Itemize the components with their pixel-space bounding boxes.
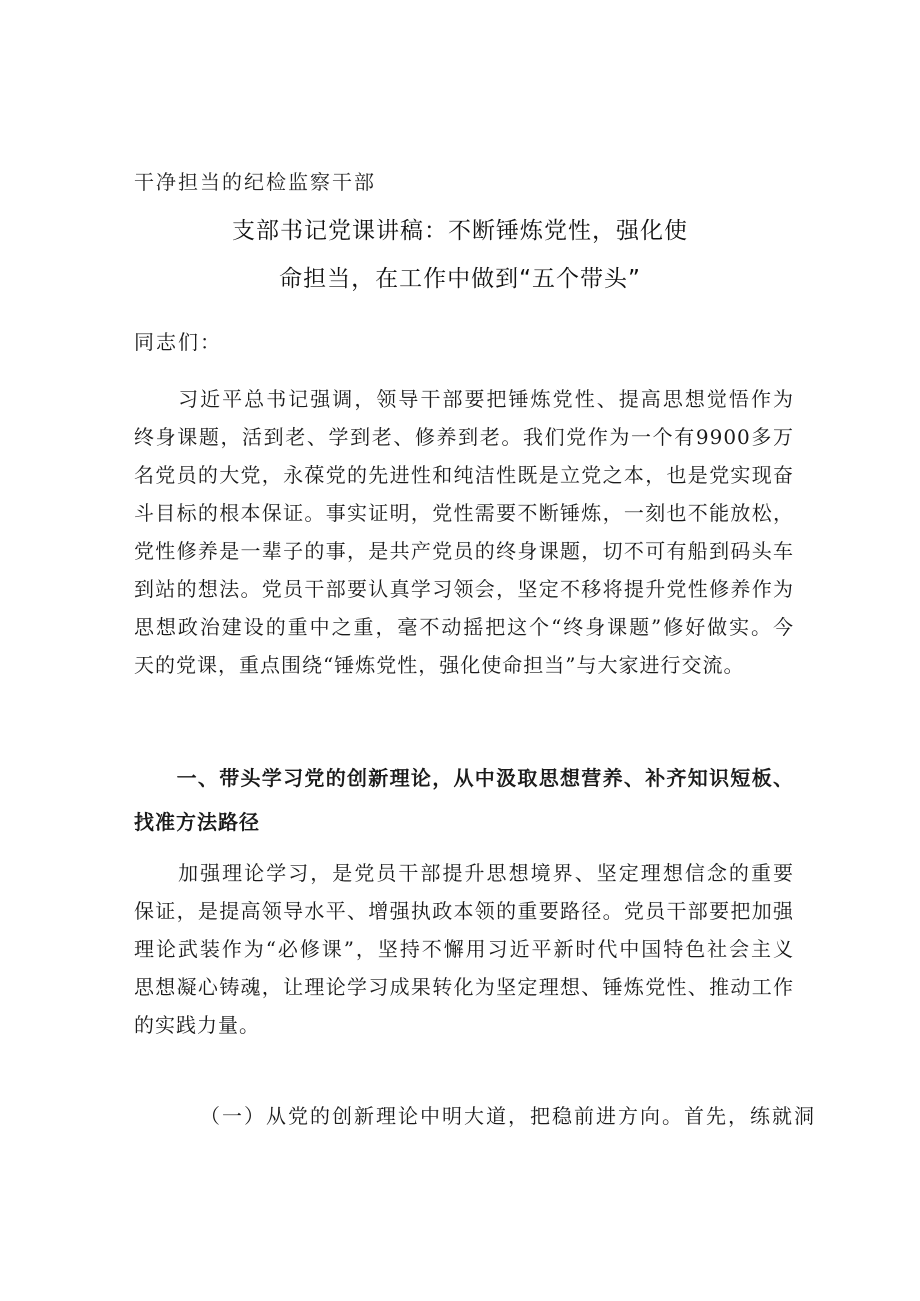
paragraph-1 xyxy=(134,380,794,684)
paragraph-line: 终身课题，活到老、学到老、修养到老。我们党作为一个有9900多万 xyxy=(134,425,794,449)
greeting: 同志们： xyxy=(134,330,222,354)
paragraph-line: 加强理论学习，是党员干部提升思想境界、坚定理想信念的重要 xyxy=(134,861,794,885)
paragraph-line: 名党员的大党，永葆党的先进性和纯洁性既是立党之本，也是党实现奋 xyxy=(134,463,794,487)
paragraph-line: 天的党课，重点围绕“锤炼党性，强化使命担当”与大家进行交流。 xyxy=(134,653,745,677)
paragraph-line: 党性修养是一辈子的事，是共产党员的终身课题，切不可有船到码头车 xyxy=(134,539,794,563)
paragraph-line: 思想政治建设的重中之重，毫不动摇把这个“终身课题”修好做实。今 xyxy=(134,615,794,639)
section-heading-1 xyxy=(134,756,794,844)
paragraph-3: （一）从党的创新理论中明大道，把稳前进方向。首先，练就洞 xyxy=(200,1104,816,1128)
paragraph-line: 斗目标的根本保证。事实证明，党性需要不断锤炼，一刻也不能放松， xyxy=(134,501,794,525)
paragraph-line: 思想凝心铸魂，让理论学习成果转化为坚定理想、锤炼党性、推动工作 xyxy=(134,975,794,999)
paragraph-line: 保证，是提高领导水平、增强执政本领的重要路径。党员干部要把加强 xyxy=(134,899,794,923)
paragraph-line: 的实践力量。 xyxy=(134,1013,260,1037)
paragraph-2 xyxy=(134,854,794,1044)
heading-line: 一、带头学习党的创新理论，从中汲取思想营养、补齐知识短板、 xyxy=(134,766,794,790)
paragraph-line: 理论武装作为“必修课”，坚持不懈用习近平新时代中国特色社会主义 xyxy=(134,937,794,961)
title-line-2: 命担当，在工作中做到“五个带头” xyxy=(279,266,641,292)
paragraph-line: 到站的想法。党员干部要认真学习领会，坚定不移将提升党性修养作为 xyxy=(134,577,794,601)
header-note: 干净担当的纪检监察干部 xyxy=(134,170,376,194)
heading-line: 找准方法路径 xyxy=(134,810,260,834)
title-line-1: 支部书记党课讲稿：不断锤炼党性，强化使 xyxy=(232,218,688,244)
paragraph-line: 习近平总书记强调，领导干部要把锤炼党性、提高思想觉悟作为 xyxy=(134,387,794,411)
